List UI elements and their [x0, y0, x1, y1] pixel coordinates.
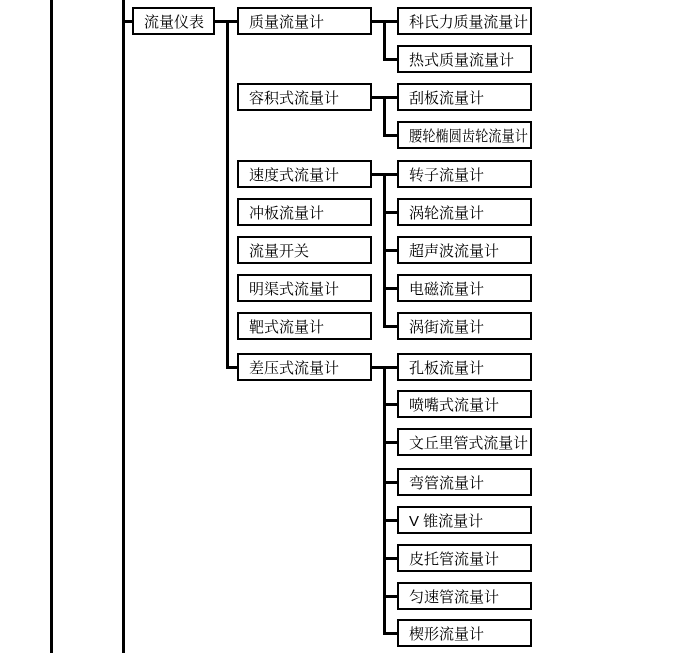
tree-connector-line	[385, 366, 398, 369]
tree-node-label: 流量仪表	[144, 13, 205, 31]
tree-node-label: 速度式流量计	[249, 166, 340, 184]
tree-connector-line	[385, 211, 398, 214]
tree-connector-line	[385, 481, 398, 484]
node-open-channel-flowmeter	[237, 274, 372, 302]
node-coriolis-mass-flowmeter	[397, 7, 532, 35]
tree-node-label: 科氏力质量流量计	[409, 13, 529, 31]
tree-connector-line	[383, 20, 386, 61]
tree-connector-line	[50, 0, 53, 653]
tree-connector-line	[228, 366, 238, 369]
node-impact-plate-flowmeter	[237, 198, 372, 226]
tree-connector-line	[122, 20, 132, 23]
tree-node-label: 明渠式流量计	[249, 280, 340, 298]
node-venturi-tube-flowmeter	[397, 428, 532, 456]
node-turbine-flowmeter	[397, 198, 532, 226]
node-positive-displacement-flowmeter	[237, 83, 372, 111]
node-pitot-tube-flowmeter	[397, 544, 532, 572]
node-target-flowmeter	[237, 312, 372, 340]
tree-connector-line	[228, 20, 238, 23]
tree-node-label: 质量流量计	[249, 13, 325, 31]
node-scraper-flowmeter	[397, 83, 532, 111]
tree-node-label: V 锥流量计	[409, 512, 484, 530]
tree-connector-line	[385, 134, 398, 137]
tree-node-label: 冲板流量计	[249, 204, 325, 222]
node-lobe-oval-gear-flowmeter	[397, 121, 532, 149]
tree-connector-line	[385, 249, 398, 252]
tree-node-label: 孔板流量计	[409, 359, 485, 377]
tree-node-label: 匀速管流量计	[409, 588, 500, 606]
tree-connector-line	[385, 441, 398, 444]
tree-connector-line	[385, 20, 398, 23]
tree-node-label: 涡街流量计	[409, 318, 485, 336]
tree-connector-line	[383, 96, 386, 137]
tree-connector-line	[385, 519, 398, 522]
node-vortex-flowmeter	[397, 312, 532, 340]
tree-node-label: 皮托管流量计	[409, 550, 500, 568]
tree-node-label: 楔形流量计	[409, 625, 485, 643]
tree-connector-line	[385, 632, 398, 635]
node-elbow-flowmeter	[397, 468, 532, 496]
tree-node-label: 容积式流量计	[249, 89, 340, 107]
tree-node-label: 靶式流量计	[249, 318, 325, 336]
tree-connector-line	[385, 557, 398, 560]
tree-connector-line	[385, 287, 398, 290]
tree-node-label: 弯管流量计	[409, 474, 485, 492]
node-averaging-pitot-flowmeter	[397, 582, 532, 610]
tree-node-label: 涡轮流量计	[409, 204, 485, 222]
node-ultrasonic-flowmeter	[397, 236, 532, 264]
tree-node-label: 流量开关	[249, 242, 310, 260]
tree-node-label: 文丘里管式流量计	[409, 434, 529, 452]
tree-connector-line	[385, 58, 398, 61]
node-differential-pressure-flowmeter	[237, 353, 372, 381]
tree-node-label: 热式质量流量计	[409, 51, 515, 69]
node-v-cone-flowmeter	[397, 506, 532, 534]
tree-connector-line	[226, 20, 229, 369]
node-orifice-plate-flowmeter	[397, 353, 532, 381]
tree-connector-line	[385, 325, 398, 328]
tree-node-label: 腰轮椭圆齿轮流量计	[409, 127, 528, 145]
tree-node-label: 喷嘴式流量计	[409, 396, 500, 414]
tree-node-label: 刮板流量计	[409, 89, 485, 107]
tree-connector-line	[385, 173, 398, 176]
tree-connector-line	[122, 0, 125, 653]
tree-node-label: 转子流量计	[409, 166, 485, 184]
node-nozzle-flowmeter	[397, 390, 532, 418]
node-flow-instruments	[132, 7, 215, 35]
tree-connector-line	[385, 96, 398, 99]
tree-node-label: 电磁流量计	[409, 280, 485, 298]
node-mass-flowmeter	[237, 7, 372, 35]
tree-connector-line	[385, 595, 398, 598]
tree-node-label: 超声波流量计	[409, 242, 500, 260]
node-flow-switch	[237, 236, 372, 264]
tree-node-label: 差压式流量计	[249, 359, 340, 377]
node-velocity-flowmeter	[237, 160, 372, 188]
node-rotameter	[397, 160, 532, 188]
tree-connector-line	[385, 403, 398, 406]
node-electromagnetic-flowmeter	[397, 274, 532, 302]
node-thermal-mass-flowmeter	[397, 45, 532, 73]
node-wedge-flowmeter	[397, 619, 532, 647]
